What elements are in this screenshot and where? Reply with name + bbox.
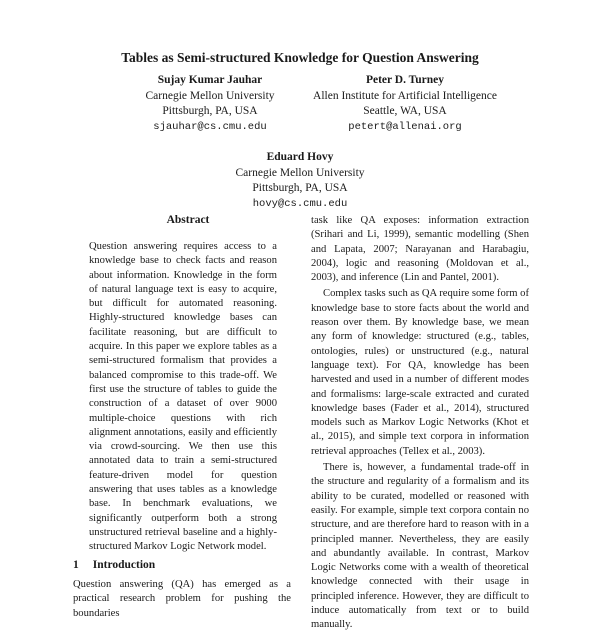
paper-title: Tables as Semi-structured Knowledge for Question Answering: [121, 50, 479, 65]
section-heading-introduction: [73, 559, 155, 571]
author-email[interactable]: sjauhar@cs.cmu.edu: [153, 120, 267, 133]
author-affiliation: Carnegie Mellon University: [145, 89, 275, 102]
author-name: Sujay Kumar Jauhar: [157, 74, 263, 86]
author-location: Pittsburgh, PA, USA: [162, 105, 258, 117]
intro-paragraph: Question answering (QA) has emerged as a practical research problem for pushing the boundaries: [73, 579, 291, 619]
body-paragraph-1: task like QA exposes: information extraction (Srihari and Li, 1999), semantic modelling (Shen and Lapata, 2007; Narayanan and Harabagiu, 2004), logic and reasoning (Moldovan et al., 2003), and inference (Lin and Pantel, 2001).: [311, 215, 529, 284]
author-name: Eduard Hovy: [266, 151, 334, 163]
author-block-3: [175, 150, 425, 212]
author-name: Peter D. Turney: [365, 74, 445, 86]
author-affiliation: Carnegie Mellon University: [235, 166, 365, 179]
right-column: [311, 214, 529, 633]
body-paragraph-2: Complex tasks such as QA require some form of knowledge base to store facts about the world and reason over them. By knowledge base, we mean any form of knowledge: structured (e.g., tables, ontologies, rules) or unstructured (e.g., natural language text). For QA, knowledge has been harvested and used in a number of different modes and formalisms: large-scale extracted and curated knowledge bases (Fader et al., 2014), structured models such as Markov Logic Networks (Khot et al., 2015), and simple text corpora in information retrieval approaches (Tellex et al., 2003).: [311, 288, 529, 457]
author-affiliation: Allen Institute for Artificial Intelligence: [313, 89, 497, 102]
author-email[interactable]: petert@allenai.org: [348, 120, 462, 133]
abstract-heading: Abstract: [166, 214, 210, 226]
author-location: Seattle, WA, USA: [363, 105, 447, 117]
section-number: 1: [73, 559, 79, 571]
abstract-text: Question answering requires access to a knowledge base to check facts and reason about information. Knowledge in the form of natural language text is easy to acquire, but difficult for automated reasoning. Highly-structured knowledge bases can facilitate reasoning, but are difficult to acquire. In this paper we explore tables as a semi-structured formalism that provides a balanced compromise to this trade-off. We first use the structure of tables to guide the construction of a dataset of over 9000 multiple-choice questions with rich alignment annotations, easily and efficiently via crowd-sourcing. We then use this annotated data to train a semi-structured feature-driven model for question answering that uses tables as a knowledge base. In benchmark evaluations, we significantly outperform both a strong unstructured retrieval baseline and a highly-structured Markov Logic Network model.: [89, 241, 277, 553]
author-block-1: [115, 73, 305, 135]
author-block-2: [290, 73, 520, 135]
author-location: Pittsburgh, PA, USA: [252, 182, 348, 194]
body-paragraph-3: There is, however, a fundamental trade-off in the structure and regularity of a formalism and its ability to be curated, modelled or reasoned with easily. For example, simple text corpora contain no structure, and are therefore hard to reason with in a principled manner. Nevertheless, they are easily and abundantly available. In contrast, Markov Logic Networks come with a wealth of theoretical knowledge connected with their usage in principled inference. However, they are difficult to induce automatically from text or to build manually.: [311, 462, 529, 631]
author-email[interactable]: hovy@cs.cmu.edu: [252, 197, 348, 210]
section-title: Introduction: [92, 559, 156, 571]
